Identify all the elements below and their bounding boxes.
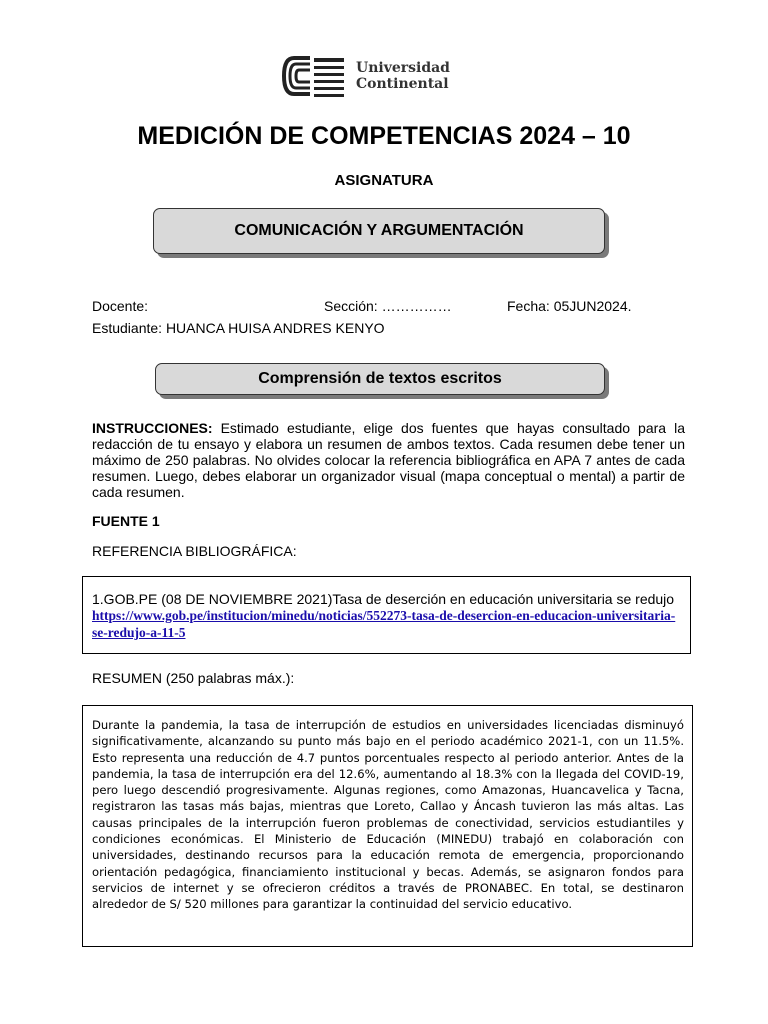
docente-field: Docente:: [92, 298, 149, 314]
summary-text: Durante la pandemia, la tasa de interrupción de estudios en universidades licenciadas disminuyó significativamente, alcanzando su punto más bajo en el periodo académico 2021-1, con un 11.5%. Esto representa una reducción de 4.7 puntos porcentuales respecto al periodo anterior. Antes de la pandemia, la tasa de interrupción era del 12.6%, aumentando al 18.3% con la llegada del COVID-19, pero luego descendió progresivamente. Algunas regiones, como Amazonas, Huancavelica y Tacna, registraron las tasas más bajas, mientras que Loreto, Callao y Áncash tuvieron las más altas. Las causas principales de la interrupción fueron problemas de conectividad, servicios estudiantiles y condiciones económicas. El Ministerio de Educación (MINEDU) trabajó en colaboración con universidades, destinando recursos para la educación remota de emergencia, proporcionando orientación pedagógica, financiamiento institucional y becas. Además, se asignaron fondos para servicios de internet y se ofrecieron créditos a través de PRONABEC. En total, se destinaron alrededor de S/ 520 millones para garantizar la continuidad del servicio educativo.: [92, 718, 684, 912]
reference-label: REFERENCIA BIBLIOGRÁFICA:: [92, 543, 297, 559]
summary-label: RESUMEN (250 palabras máx.):: [92, 670, 295, 686]
seccion-field: Sección: ……………: [324, 298, 452, 314]
reference-text: 1.GOB.PE (08 DE NOVIEMBRE 2021)Tasa de deserción en educación universitaria se redujo: [92, 591, 675, 607]
subject-label: ASIGNATURA: [334, 172, 434, 189]
instructions-text: Estimado estudiante, elige dos fuentes que hayas consultado para la redacción de tu ensayo y elabora un resumen de ambos textos. Cada resumen debe tener un máximo de 250 palabras. No olvides colocar la referencia bibliográfica en APA 7 antes de cada resumen. Luego, debes elaborar un organizador visual (mapa conceptual o mental) a partir de cada resumen.: [92, 420, 685, 500]
estudiante-field: Estudiante: HUANCA HUISA ANDRES KENYO: [92, 320, 385, 336]
university-name: [356, 60, 450, 92]
subject-box: [153, 208, 605, 254]
reference-link[interactable]: https://www.gob.pe/institucion/minedu/noticias/552273-tasa-de-desercion-en-educacion-universitaria-se-redujo-a-11-5: [92, 608, 676, 640]
document-title: MEDICIÓN DE COMPETENCIAS 2024 – 10: [137, 122, 631, 150]
section-title: Comprensión de textos escritos: [258, 370, 502, 387]
instructions-label: INSTRUCCIONES:: [92, 420, 213, 436]
logo-line-1: Universidad: [356, 60, 450, 76]
fuente-label: FUENTE 1: [92, 513, 160, 529]
university-logo-icon: [280, 54, 348, 98]
reference-box: [82, 576, 691, 654]
university-logo: [280, 52, 460, 100]
section-title-box: [155, 363, 605, 395]
subject-name: COMUNICACIÓN Y ARGUMENTACIÓN: [234, 222, 524, 239]
instructions: [92, 420, 685, 500]
summary-box[interactable]: [82, 705, 693, 947]
fecha-field: Fecha: 05JUN2024.: [507, 298, 632, 314]
logo-line-2: Continental: [356, 76, 449, 92]
